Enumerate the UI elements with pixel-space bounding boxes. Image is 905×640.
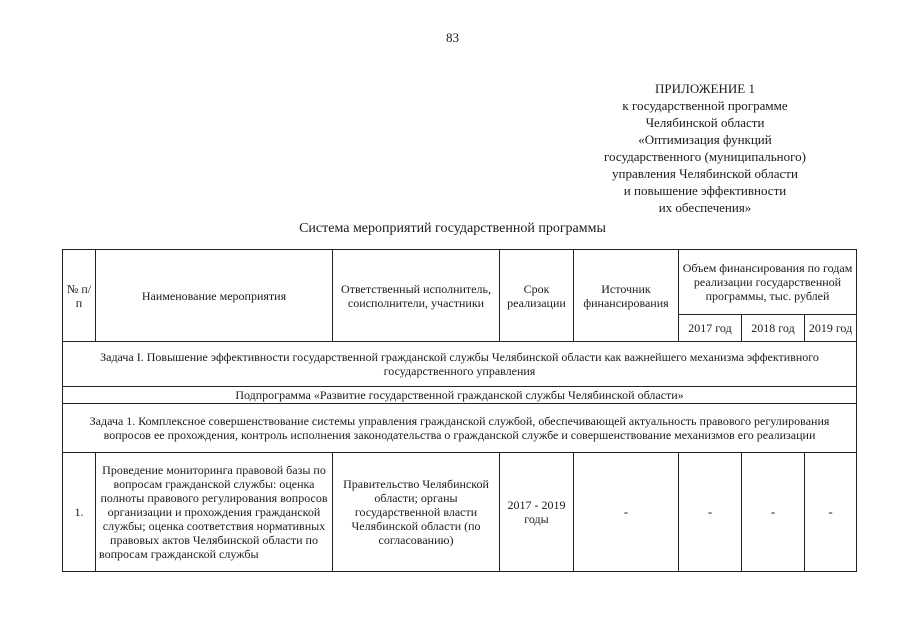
row-executor: Правительство Челябинской области; органы государственной власти Челябинской области (по согласованию) [333, 453, 500, 572]
task-main-row: Задача I. Повышение эффективности государственной гражданской службы Челябинской области как важнейшего механизма эффективного государственного управления [63, 342, 857, 387]
appendix-line: управления Челябинской области [612, 166, 798, 181]
header-volume: Объем финансирования по годам реализации государственной программы, тыс. рублей [679, 250, 857, 315]
appendix-line: Челябинской области [645, 115, 765, 130]
appendix-block [560, 80, 850, 216]
table-row [63, 453, 857, 572]
document-title: Система мероприятий государственной программы [299, 221, 606, 236]
subprogram-row: Подпрограмма «Развитие государственной гражданской службы Челябинской области» [63, 387, 857, 404]
appendix-line: их обеспечения» [658, 200, 752, 215]
header-executor: Ответственный исполнитель, соисполнители, участники [333, 250, 500, 342]
row-name: Проведение мониторинга правовой базы по вопросам гражданской службы: оценка полноты правового регулирования вопросов организации и прохождения гражданской службы; оценка соответствия нормативных правовых актов Челябинской области по вопросам гражданской службы [96, 453, 333, 572]
header-source: Источник финансирования [574, 250, 679, 342]
appendix-line: «Оптимизация функций [638, 132, 772, 147]
measures-table [62, 249, 857, 572]
header-year-2017: 2017 год [679, 315, 742, 342]
task-1-row: Задача 1. Комплексное совершенствование системы управления гражданской службой, обеспечивающей актуальность правового регулирования вопросов ее прохождения, контроль исполнения законодательства о гражданской службе и совершенствование механизмов его реализации [63, 404, 857, 453]
row-term: 2017 - 2019 годы [500, 453, 574, 572]
header-num: № п/п [63, 250, 96, 342]
header-name: Наименование мероприятия [96, 250, 333, 342]
appendix-line: ПРИЛОЖЕНИЕ 1 [655, 81, 755, 96]
header-year-2018: 2018 год [742, 315, 805, 342]
appendix-line: государственного (муниципального) [604, 149, 806, 164]
row-num: 1. [63, 453, 96, 572]
row-2018: - [742, 453, 805, 572]
page-number: 83 [446, 30, 459, 45]
header-year-2019: 2019 год [805, 315, 857, 342]
row-2019: - [805, 453, 857, 572]
row-source: - [574, 453, 679, 572]
appendix-line: и повышение эффективности [623, 183, 787, 198]
appendix-line: к государственной программе [622, 98, 788, 113]
row-2017: - [679, 453, 742, 572]
header-term: Срок реализации [500, 250, 574, 342]
